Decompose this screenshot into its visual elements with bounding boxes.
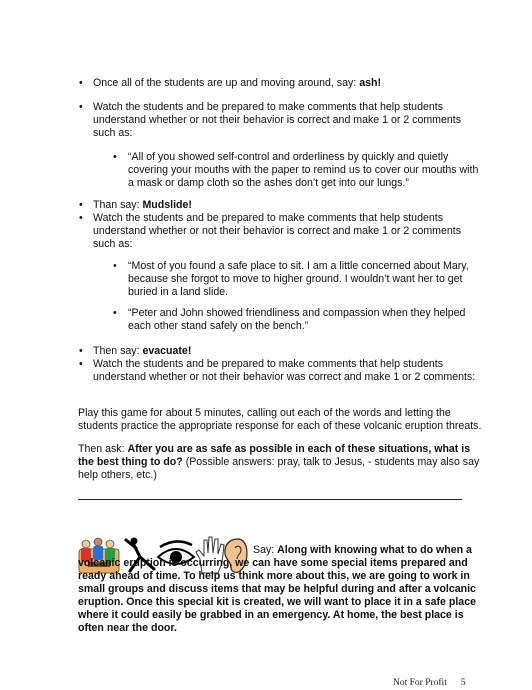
bullet-watch-2 [79,212,483,251]
say-paragraph [78,544,488,635]
say-label: Say: [253,544,278,556]
bullet-dot: • [79,358,83,370]
paragraph-play: Play this game for about 5 minutes, calling out each of the words and letting the students practice the appropriate response for each of these volcanic eruption threats. [78,407,482,432]
page-number: 5 [460,678,466,688]
bullet-dot: • [79,345,83,357]
sub-bullet-safe-place [113,260,480,299]
ask-label: Then ask: [78,443,128,455]
bullet-dot: • [79,199,83,211]
bullet-dot: • [113,307,117,319]
bullet-dot: • [79,101,83,113]
paragraph-ask [78,443,488,482]
bullet-text: Than say: [93,199,143,211]
bullet-text: Once all of the students are up and moving around, say: [93,77,360,89]
bullet-evacuate [79,345,483,358]
sub-bullet-self-control [113,151,480,190]
bullet-watch-3 [79,358,483,384]
footer-text: Not For Profit [393,678,447,688]
bullet-text: Watch the students and be prepared to make comments that help students understand whether or not their behavior is correct and make 1 or 2 comments such as: [93,101,462,139]
bullet-text: Watch the students and be prepared to make comments that help students understand whether or not their behavior was correct and make 1 or 2 comments: [93,358,476,383]
ask-answers: (Possible answers: pray, talk to Jesus, - students may also say help others, etc.) [78,456,480,481]
bullet-dot: • [113,151,117,163]
ask-question: After you are as safe as possible in each of these situations, what is the best thing to do? [78,443,471,468]
bullet-dot: • [79,77,83,89]
bullet-text: Then say: [93,345,143,357]
bullet-keyword: ash! [359,77,381,89]
bullet-mudslide [79,199,483,212]
bullet-text: “Peter and John showed friendliness and compassion when they helped each other stand safely on the bench.” [128,307,466,332]
bullet-text: “Most of you found a safe place to sit. I am a little concerned about Mary, because she forgot to move to higher ground. I wouldn’t want her to get buried in a land slide. [128,260,469,298]
bullet-text: Watch the students and be prepared to make comments that help students understand whether or not their behavior is correct and make 1 or 2 comments such as: [93,212,462,250]
bullet-keyword: Mudslide! [142,199,192,211]
bullet-dot: • [113,260,117,272]
say-text: Along with knowing what to do when a volcanic eruption is occurring, we can have some special items prepared and ready ahead of time. To help us think more about this, we are going to work in small groups and discuss items that may be helpful during and after a volcanic eruption. Once this special kit is created, we will want to place it in a safe place where it could easily be grabbed in an emergency. At home, the best place is often near the door. [78,544,476,634]
bullet-watch-1 [79,101,483,140]
page-footer [393,677,466,690]
bullet-text: “All of you showed self-control and orderliness by quickly and quietly covering your mouths with the paper to remind us to cover our mouths with a mask or damp cloth so the ashes don’t get into our lungs.” [128,151,479,189]
sub-bullet-friendliness [113,307,480,333]
bullet-ash [79,77,483,90]
bullet-dot: • [79,212,83,224]
bullet-keyword: evacuate! [142,345,192,357]
divider-line [78,499,462,500]
